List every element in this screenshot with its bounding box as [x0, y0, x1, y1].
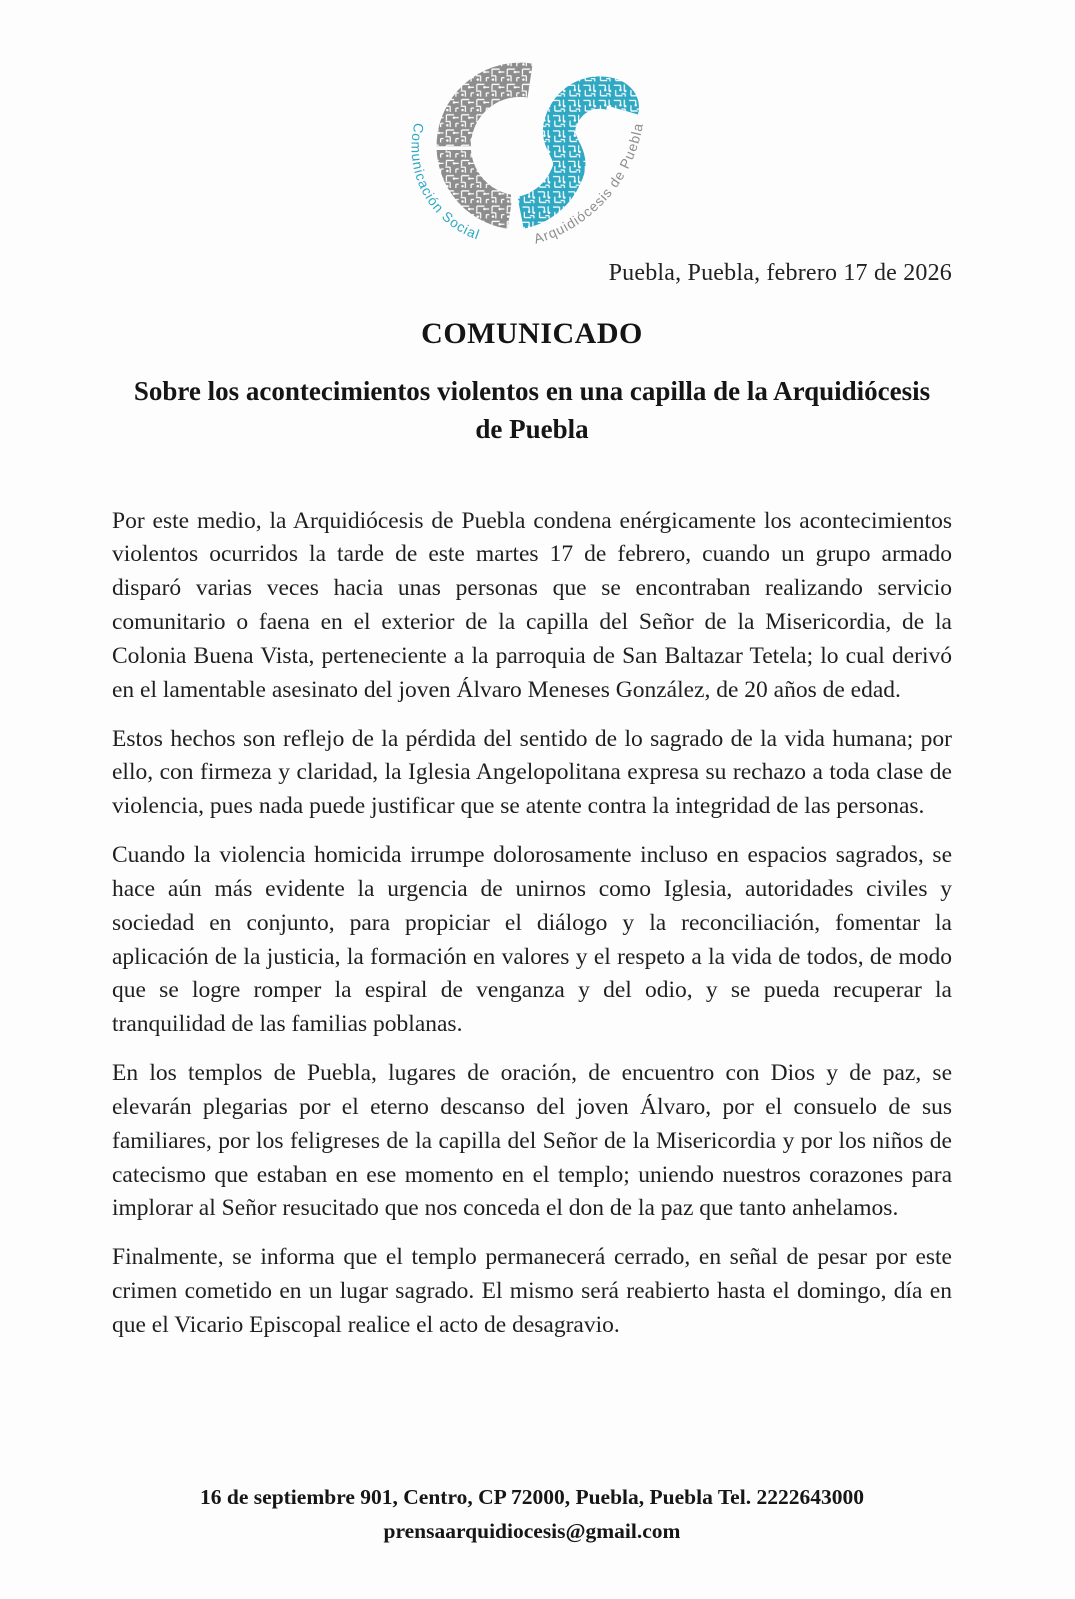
paragraph-4: En los templos de Puebla, lugares de oración, de encuentro con Dios y de paz, se elevarán plegarias por el eterno descanso del joven Álvaro, por el consuelo de sus familiares, por los feligreses de la capilla del Señor de la Misericordia y por los niños de catecismo que estaban en ese momento en el templo; uniendo nuestros corazones para implorar al Señor resucitado que nos conceda el don de la paz que tanto anhelamos.	[112, 1060, 952, 1222]
dateline: Puebla, Puebla, febrero 17 de 2026	[608, 260, 952, 286]
logo	[408, 52, 656, 248]
page-title: COMUNICADO	[421, 317, 643, 350]
logo-caption-arquidiocesis-de-puebla: Arquidiócesis de Puebla	[532, 121, 646, 247]
paragraph-1: Por este medio, la Arquidiócesis de Puebla condena enérgicamente los acontecimientos violentos ocurridos la tarde de este martes 17 de febrero, cuando un grupo armado disparó varias veces hacia unas personas que se encontraban realizando servicio comunitario o faena en el exterior de la capilla del Señor de la Misericordia, de la Colonia Buena Vista, perteneciente a la parroquia de San Baltazar Tetela; lo cual derivó en el lamentable asesinato del joven Álvaro Meneses González, de 20 años de edad.	[112, 507, 952, 703]
paragraph-2: Estos hechos son reflejo de la pérdida del sentido de lo sagrado de la vida humana; por ello, con firmeza y claridad, la Iglesia Angelopolitana expresa su rechazo a toda clase de violencia, pues nada puede justificar que se atente contra la integridad de las personas.	[112, 725, 952, 820]
cs-monogram-logo-icon	[408, 52, 656, 248]
logo-caption-comunicacion-social: Comunicación Social	[408, 121, 482, 243]
footer-email: prensaarquidiocesis@gmail.com	[383, 1519, 681, 1544]
paragraph-5: Finalmente, se informa que el templo permanecerá cerrado, en señal de pesar por este crimen cometido en un lugar sagrado. El mismo será reabierto hasta el domingo, día en que el Vicario Episcopal realice el acto de desagravio.	[112, 1244, 952, 1338]
paragraph-3: Cuando la violencia homicida irrumpe dolorosamente incluso en espacios sagrados, se hace aún más evidente la urgencia de unirnos como Iglesia, autoridades civiles y sociedad en conjunto, para propiciar el diálogo y la reconciliación, fomentar la aplicación de la justicia, la formación en valores y el respeto a la vida de todos, de modo que se logre romper la espiral de venganza y del odio, y se pueda recuperar la tranquilidad de las familias poblanas.	[112, 842, 952, 1038]
body-text	[112, 505, 952, 1343]
footer	[112, 1480, 952, 1549]
footer-address: 16 de septiembre 901, Centro, CP 72000, Puebla, Puebla Tel. 2222643000	[200, 1485, 864, 1509]
subtitle: Sobre los acontecimientos violentos en una capilla de la Arquidiócesis de Puebla	[133, 376, 931, 444]
